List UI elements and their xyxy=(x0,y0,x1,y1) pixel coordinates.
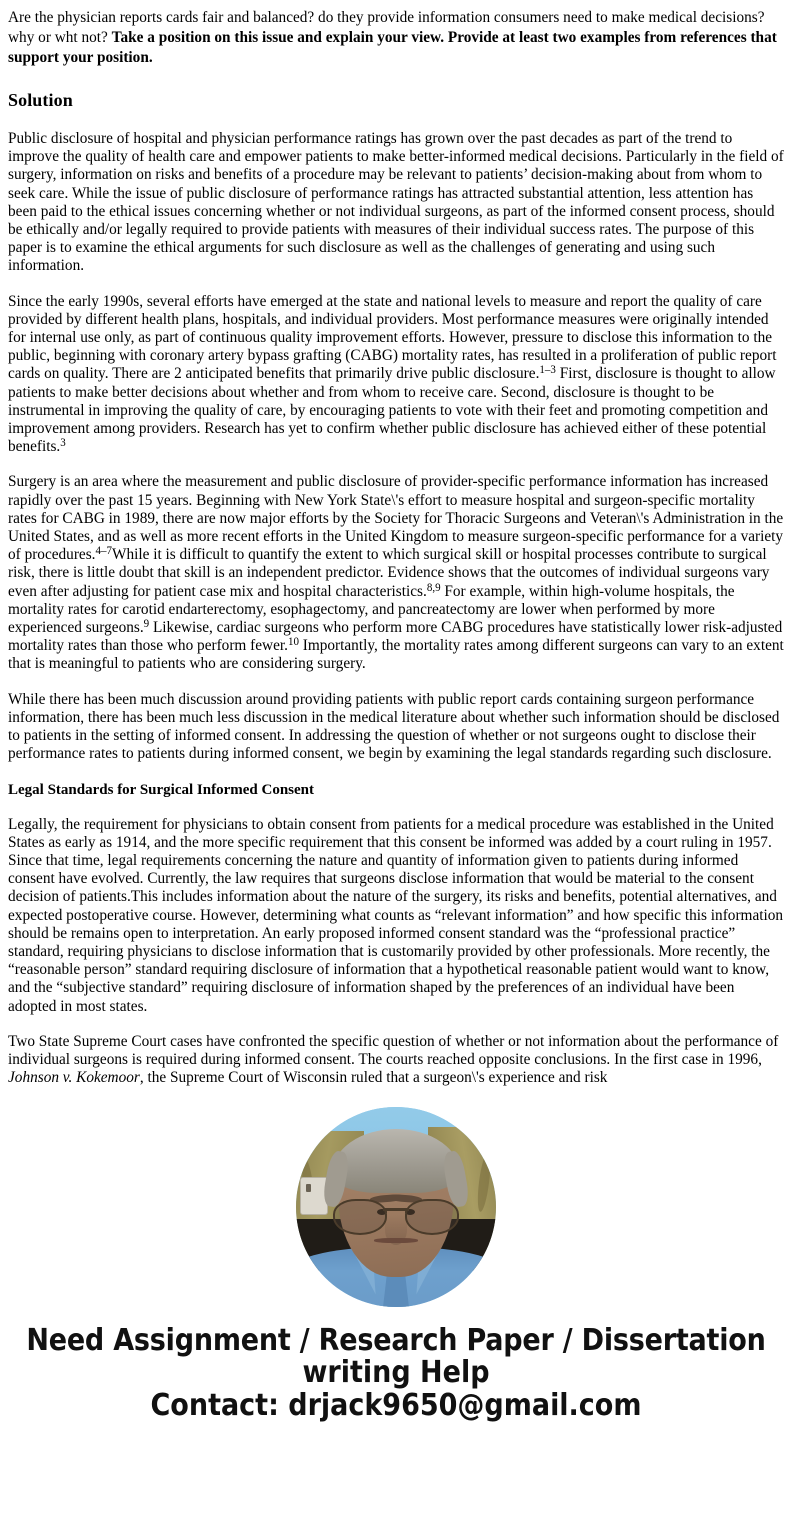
paragraph-supreme-court-cases xyxy=(8,1033,784,1088)
paragraph-intro: Public disclosure of hospital and physician performance ratings has grown over the past decades as part of the trend to improve the quality of health care and empower patients to make better-informed medical decisions. Particularly in the field of surgery, information on risks and benefits of a procedure may be relevant to patients’ decision-making about from whom to seek care. While the issue of public disclosure of performance ratings has attracted substantial attention, less attention has been paid to the ethical issues concerning whether or not individual surgeons, as part of the informed consent process, should be ethically and/or legally required to provide patients with measures of their individual success rates. The purpose of this paper is to examine the ethical arguments for such disclosure as well as the challenges of generating and using such information. xyxy=(8,130,784,275)
reference-marker-10: 10 xyxy=(287,636,299,649)
paragraph-history-of-reporting xyxy=(8,293,784,457)
cta-line-1: Need Assignment / Research Paper / Dissertation xyxy=(26,1323,766,1359)
cta-line-2: writing Help xyxy=(302,1355,490,1391)
paragraph-part-b: While it is difficult to quantify the extent to which surgical skill or hospital processes contribute to surgical risk, there is little doubt that skill is an independent predictor. Evidence shows that the outcomes of individual surgeons vary even after adjusting for patient case mix and hospital characteristics. xyxy=(8,546,770,600)
assignment-prompt xyxy=(8,8,784,68)
paragraph-part-a: Since the early 1990s, several efforts have emerged at the state and national levels to measure and report the quality of care provided by different health plans, hospitals, and individual providers. Most performance measures were originally intended for internal use only, as part of continuous quality improvement efforts. However, pressure to disclose this information to the public, beginning with coronary artery bypass grafting (CABG) mortality rates, has resulted in a proliferation of public report cards on quality. There are 2 anticipated benefits that primarily drive public disclosure. xyxy=(8,292,777,383)
paragraph-part-b: , the Supreme Court of Wisconsin ruled that a surgeon\'s experience and risk xyxy=(139,1069,608,1087)
paragraph-part-a: Surgery is an area where the measurement and public disclosure of provider-specific performance information has increased rapidly over the past 15 years. Beginning with New York State\'s effort to measure hospital and surgeon-specific mortality rates for CABG in 1989, there are now major efforts by the Society for Thoracic Surgeons and Veteran\'s Administration in the United States, and as well as more recent efforts in the United Kingdom to measure surgeon-specific performance for a variety of procedures. xyxy=(8,473,784,564)
paragraph-part-e: Importantly, the mortality rates among different surgeons can vary to an extent that is meaningful to patients who are considering surgery. xyxy=(8,637,784,673)
prompt-instruction-text: Take a position on this issue and explain your view. Provide at least two examples from references that support your position. xyxy=(8,29,777,66)
reference-marker-1-3: 1–3 xyxy=(539,364,556,377)
paragraph-part-b: First, disclosure is thought to allow patients to make better decisions about whether and from whom to receive care. Second, disclosure is thought to be instrumental in improving the quality of care, by encouraging patients to vote with their feet and promoting competition and improvement among providers. Research has yet to confirm whether public disclosure has achieved either of these potential benefits. xyxy=(8,365,776,456)
reference-marker-4-7: 4–7 xyxy=(95,545,112,558)
avatar-container xyxy=(8,1107,784,1307)
paragraph-part-c: For example, within high-volume hospitals, the mortality rates for carotid endarterectomy, esophagectomy, and pancreatectomy are lower when performed by more experienced surgeons. xyxy=(8,582,735,637)
avatar xyxy=(296,1107,496,1307)
section-heading-solution: Solution xyxy=(8,90,73,110)
avatar-glasses-icon xyxy=(333,1199,459,1233)
cta-line-3: Contact: drjack9650@gmail.com xyxy=(150,1387,642,1423)
paragraph-legal-requirements: Legally, the requirement for physicians to obtain consent from patients for a medical procedure was established in the United States as early as 1914, and the more specific requirement that this consent be informed was added by a court ruling in 1957. Since that time, legal requirements concerning the nature and quantity of information given to patients during informed consent have evolved. Currently, the law requires that surgeons disclose information that would be material to the consent decision of patients.This includes information about the nature of the surgery, its risks and benefits, potential alternatives, and expected postoperative course. However, determining what counts as “relevant information” and how specific this information should be remains open to interpretation. An early proposed informed consent standard was the “professional practice” standard, requiring physicians to disclose information that is customarily provided by other professionals. More recently, the “reasonable person” standard requiring disclosure of information that a hypothetical reasonable patient would want to know, and the “subjective standard” requiring disclosure of information shaped by the preferences of an individual have been adopted in most states. xyxy=(8,815,784,1015)
reference-marker-9: 9 xyxy=(143,618,150,631)
subheading-legal-standards: Legal Standards for Surgical Informed Consent xyxy=(8,781,314,798)
avatar-lens-right xyxy=(405,1199,459,1235)
avatar-wood-grain-icon xyxy=(475,1153,492,1213)
case-name-italic: Johnson v. Kokemoor xyxy=(8,1069,140,1087)
prompt-question-text: Are the physician reports cards fair and balanced? do they provide information consumers need to make medical decisions? why or wht not? xyxy=(8,9,765,46)
contact-call-to-action xyxy=(8,1325,784,1431)
paragraph-surgery-measurement xyxy=(8,473,784,673)
reference-marker-3: 3 xyxy=(60,437,66,450)
paragraph-part-d: Likewise, cardiac surgeons who perform more CABG procedures have statistically lower risk-adjusted mortality rates than those who perform fewer. xyxy=(8,619,783,655)
paragraph-informed-consent-gap: While there has been much discussion around providing patients with public report cards containing surgeon performance information, there has been much less discussion in the medical literature about whether such information should be disclosed to patients in the setting of informed consent. In addressing the question of whether or not surgeons ought to disclose their performance rates to patients during informed consent, we begin by examining the legal standards regarding such disclosure. xyxy=(8,690,780,763)
reference-marker-8-9: 8,9 xyxy=(426,581,441,594)
paragraph-part-a: Two State Supreme Court cases have confronted the specific question of whether or not information about the performance of individual surgeons is required during informed consent. The courts reached opposite conclusions. In the first case in 1996, xyxy=(8,1032,779,1068)
avatar-mouth xyxy=(374,1238,418,1243)
avatar-lens-left xyxy=(333,1199,387,1235)
